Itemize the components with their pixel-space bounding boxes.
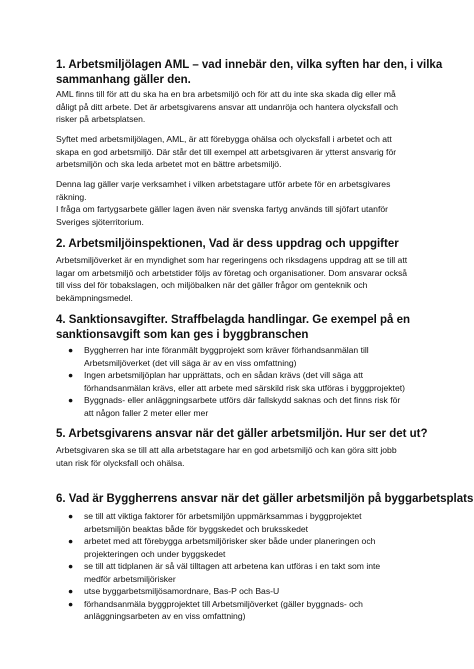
text-line: bekämpningsmedel. <box>56 292 133 303</box>
bullet-icon: ● <box>68 561 74 571</box>
text-line: dåligt på ditt arbete. Det är arbetsgivarens ansvar att undanröja och hantera olycksfall och <box>56 101 399 112</box>
text-line: se till att tidplanen är så väl tilltagen att arbetena kan utföras i en takt som inte <box>84 561 381 571</box>
heading-section-2 <box>56 237 399 252</box>
text-line: arbetet med att förebygga arbetsmiljörisker sker både under planeringen och <box>84 536 376 546</box>
text-line: projekteringen och under byggskedet <box>84 548 226 559</box>
text-line: Sveriges sjöterritorium. <box>56 216 144 227</box>
paragraph-aml-syfte <box>56 133 396 171</box>
text-line: utan risk för olycksfall och ohälsa. <box>56 457 185 468</box>
text-line: Arbetsgivaren ska se till att alla arbetstagare har en god arbetsmiljö och kan göra sitt jobb <box>56 445 397 455</box>
bullet-icon: ● <box>68 586 74 596</box>
text-line: Ingen arbetsmiljöplan har upprättats, och en sådan krävs (det vill säga att <box>84 370 363 380</box>
heading-line: 4. Sanktionsavgifter. Straffbelagda handlingar. Ge exempel på en <box>56 314 411 326</box>
list-item <box>56 598 380 623</box>
heading-line: sammanhang gäller den. <box>56 74 191 86</box>
heading-section-6 <box>56 492 473 507</box>
bullet-icon: ● <box>68 395 74 405</box>
text-line: anläggningsarbeten av en viss omfattning) <box>84 611 246 621</box>
text-line: Denna lag gäller varje verksamhet i vilken arbetstagare utför arbete för en arbetsgivares <box>56 179 391 189</box>
paragraph-arbetsgivarens-ansvar <box>56 444 397 469</box>
bullet-icon: ● <box>68 345 74 355</box>
list-byggherrens-ansvar <box>56 510 380 623</box>
heading-section-5 <box>56 427 428 442</box>
text-line: utse byggarbetsmiljösamordnare, Bas-P och Bas-U <box>84 586 280 596</box>
heading-section-1 <box>56 58 442 88</box>
text-line: arbetsmiljön och ska leda arbetet mot en bättre arbetsmiljö. <box>56 159 282 169</box>
text-line: se till att viktiga faktorer för arbetsmiljön uppmärksammas i byggprojektet <box>84 511 362 521</box>
list-item <box>56 369 405 394</box>
heading-section-4 <box>56 313 410 343</box>
paragraph-aml-purpose <box>56 88 398 126</box>
heading-line: sanktionsavgift som kan ges i byggbranschen <box>56 329 309 341</box>
text-line: I fråga om fartygsarbete gäller lagen även när svenska fartyg används till sjöfart utanför <box>56 204 388 214</box>
heading-line: 5. Arbetsgivarens ansvar när det gäller arbetsmiljön. Hur ser det ut? <box>56 428 428 440</box>
text-line: Arbetsmiljöverket är en myndighet som har regeringens och riksdagens uppdrag att se till att <box>56 255 408 265</box>
heading-line: 2. Arbetsmiljöinspektionen, Vad är dess uppdrag och uppgifter <box>56 238 399 250</box>
text-line: förhandsanmälan krävs, eller att arbete med särskild risk ska utföras i byggprojektet) <box>84 382 405 393</box>
heading-line: 1. Arbetsmiljölagen AML – vad innebär den, vilka syften har den, i vilka <box>56 59 443 71</box>
list-item <box>56 560 380 585</box>
list-item <box>56 585 380 598</box>
bullet-icon: ● <box>68 511 74 521</box>
text-line: skapa en god arbetsmiljö. Där står det till exempel att arbetsgivaren är ytterst ansvarig för <box>56 146 397 157</box>
text-line: till viss del för tobakslagen, och miljöbalken när det gäller frågor om genteknik och <box>56 280 368 290</box>
list-item <box>56 535 380 560</box>
text-line: Syftet med arbetsmiljölagen, AML, är att förebygga ohälsa och olycksfall i arbetet och att <box>56 134 392 144</box>
text-line: att någon faller 2 meter eller mer <box>84 407 209 418</box>
bullet-icon: ● <box>68 598 74 609</box>
list-sanktionsavgifter <box>56 344 405 419</box>
text-line: Byggherren har inte föranmält byggprojekt som kräver förhandsanmälan till <box>84 345 369 355</box>
text-line: medför arbetsmiljörisker <box>84 573 176 584</box>
list-item <box>56 394 405 419</box>
text-line: AML finns till för att du ska ha en bra arbetsmiljö och för att du inte ska skada dig eller må <box>56 89 396 99</box>
bullet-icon: ● <box>68 370 74 380</box>
text-line: risker på arbetsplatsen. <box>56 114 146 124</box>
text-line: Arbetsmiljöverket (det vill säga är av en viss omfattning) <box>84 357 297 368</box>
text-line: lagar om arbetsmiljö och arbetstider följs av företag och organisationer. Dom ansvarar också <box>56 267 408 278</box>
paragraph-aml-scope <box>56 178 390 228</box>
list-item <box>56 344 405 369</box>
text-line: arbetsmiljön beaktas både för byggskedet och bruksskedet <box>84 523 309 534</box>
text-line: räkning. <box>56 191 87 202</box>
text-line: Byggnads- eller anläggningsarbete utförs där fallskydd saknas och det finns risk för <box>84 395 401 405</box>
heading-line: 6. Vad är Byggherrens ansvar när det gäller arbetsmiljön på byggarbetsplats <box>56 493 474 505</box>
bullet-icon: ● <box>68 536 74 546</box>
paragraph-arbetsmiljoverket <box>56 254 407 304</box>
text-line: förhandsanmäla byggprojektet till Arbetsmiljöverket (gäller byggnads- och <box>84 598 363 609</box>
list-item <box>56 510 380 535</box>
